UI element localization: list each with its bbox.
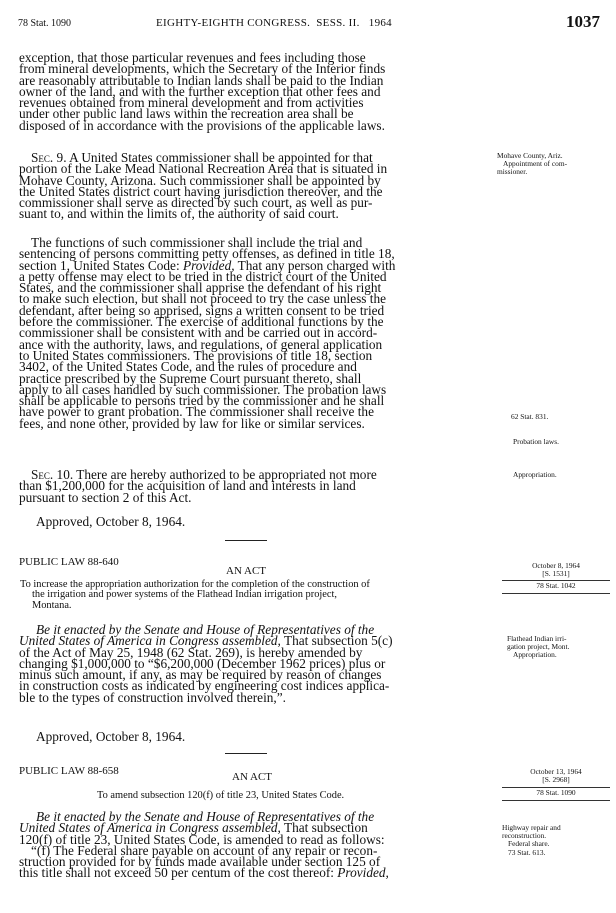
text-line: Sec. 10. There are hereby authorized to be appropriated not more xyxy=(31,467,377,482)
enacting-clause xyxy=(19,811,487,879)
section-10 xyxy=(19,469,487,503)
text-line: fees, and none other, provided by law for like or similar services. xyxy=(19,415,365,431)
text-line: defendant, after being so apprised, signs a written consent to be tried xyxy=(19,302,385,318)
section-divider xyxy=(225,753,267,754)
public-law-number: PUBLIC LAW 88-658 xyxy=(19,765,119,777)
page-header xyxy=(18,12,600,36)
text-line: to United States commissioners. The provisions of title 18, section xyxy=(19,347,373,363)
text-line: the United States district court having jurisdiction thereover, and the xyxy=(19,183,383,199)
text-line: ble to the types of construction involved therein,”. xyxy=(19,689,286,705)
text-line: States, and the commissioner shall apprise the defendant of his right xyxy=(19,280,382,296)
text-line: 3402, of the United States Code, and the rules of procedure and xyxy=(19,359,357,375)
text-line: this title shall not exceed 50 per centum of the cost thereof: Provided, xyxy=(19,865,389,881)
margin-law1-bill: [S. 1531] xyxy=(542,569,570,578)
text-line: section 1, United States Code: Provided, That any person charged with xyxy=(19,257,396,273)
stat-reference: 78 Stat. 1090 xyxy=(18,18,72,29)
section-label: Sec. 10. xyxy=(31,467,74,482)
text-line: United States of America in Congress assembled, That subsection xyxy=(19,820,368,836)
text-line: exception, that those particular revenues and fees including those xyxy=(19,50,366,65)
functions-paragraph xyxy=(19,237,487,429)
text-line: United States of America in Congress assembled, That subsection 5(c) xyxy=(19,633,393,649)
text-line: have power to grant probation. The commissioner shall receive the xyxy=(19,404,374,420)
margin-note-stat831: 62 Stat. 831. xyxy=(511,412,549,421)
text-line: practice prescribed by the Supreme Court pursuant thereto, shall xyxy=(19,370,362,386)
text-line: portion of the Lake Mead National Recreation Area that is situated in xyxy=(19,161,388,177)
text-line: Be it enacted by the Senate and House of Representatives of the xyxy=(36,809,375,824)
text-line: before the commissioner. The exercise of additional functions by the xyxy=(19,314,384,330)
continued-text xyxy=(19,52,487,131)
text-line: pursuant to section 2 of this Act. xyxy=(19,489,192,505)
text-line: revenues obtained from mineral development and from activities xyxy=(19,95,364,111)
text-line: Sec. 9. A United States commissioner shall be appointed for that xyxy=(31,150,373,165)
an-act-heading: AN ACT xyxy=(226,565,267,577)
text-line: are reasonably attributable to Indian lands shall be paid to the Indian xyxy=(19,72,384,88)
margin-note-highway: Highway repair and reconstruction. Federal share. 73 Stat. 613. xyxy=(502,823,561,857)
text-line: in construction costs as indicated by engineering cost indices applica- xyxy=(19,678,390,694)
text-line: than $1,200,000 for the acquisition of land and interests in land xyxy=(19,478,356,494)
text-line: 120(f) of title 23, United States Code, is amended to read as follows: xyxy=(19,831,385,847)
margin-law2-date: October 13, 1964 xyxy=(530,767,582,776)
text-line: a petty offense may elect to be tried in the district court of the United xyxy=(19,268,387,284)
text-line: commissioner shall be consistent with and be carried out in accord- xyxy=(19,325,378,341)
text-line: Be it enacted by the Senate and House of Representatives of the xyxy=(36,622,375,637)
margin-rule xyxy=(502,593,610,594)
text-line: The functions of such commissioner shall include the trial and xyxy=(31,235,363,250)
page-number: 1037 xyxy=(566,12,600,31)
approved-date: Approved, October 8, 1964. xyxy=(36,729,186,744)
text-line: from mineral developments, which the Secretary of the Interior finds xyxy=(19,61,386,77)
text-line: commissioner shall serve as directed by such court, as well as pur- xyxy=(19,195,373,211)
text-line: Mohave County, Arizona. Such commissioner shall be appointed by xyxy=(19,172,381,188)
act-purpose: To amend subsection 120(f) of title 23, United States Code. xyxy=(97,790,345,801)
text-line: struction provided for by funds made available under section 125 of xyxy=(19,854,381,870)
text-line: apply to all cases handled by such commissioner. The probation laws xyxy=(19,381,387,397)
section-9 xyxy=(19,152,487,220)
section-divider xyxy=(225,540,267,541)
text-line: suant to, and within the limits of, the authority of said court. xyxy=(19,206,339,222)
act-purpose: To increase the appropriation authorization for the completion of the construction of the irrigation and power systems of the Flathead Indian irrigation project, Montana. xyxy=(20,579,370,611)
text-line: ance with the authority, laws, and regulations, of general application xyxy=(19,336,383,352)
text-line: minus such amount, if any, as may be required by reason of changes xyxy=(19,667,382,683)
margin-note-probation: Probation laws. xyxy=(513,437,559,446)
margin-rule xyxy=(502,800,610,801)
text-line: disposed of in accordance with the provisions of the applicable laws. xyxy=(19,117,385,133)
text-line: sentencing of persons committing petty offenses, as defined in title 18, xyxy=(19,246,395,262)
margin-law1-date: October 8, 1964 xyxy=(532,561,580,570)
enacting-clause xyxy=(19,624,487,703)
margin-law2-bill: [S. 2968] xyxy=(542,775,570,784)
approved-date: Approved, October 8, 1964. xyxy=(36,514,186,529)
text-line: “(f) The Federal share payable on account of any repair or recon- xyxy=(31,842,378,858)
running-head: EIGHTY-EIGHTH CONGRESS. SESS. II. 1964 xyxy=(156,17,392,29)
margin-law1-stat: 78 Stat. 1042 xyxy=(536,581,576,590)
margin-note-flathead: Flathead Indian irri- gation project, Mont. Appropriation. xyxy=(507,634,570,660)
public-law-number: PUBLIC LAW 88-640 xyxy=(19,556,119,568)
an-act-heading: AN ACT xyxy=(232,771,273,783)
margin-law2-stat: 78 Stat. 1090 xyxy=(536,788,576,797)
text-line: under other public land laws within the recreation area shall be xyxy=(19,106,354,122)
text-line: changing $1,000,000 to “$6,200,000 (December 1962 prices) plus or xyxy=(19,655,386,671)
text-line: to make such election, but shall not proceed to try the case unless the xyxy=(19,291,387,307)
margin-note-appropriation: Appropriation. xyxy=(513,470,557,479)
text-line: of the Act of May 25, 1948 (62 Stat. 269), is hereby amended by xyxy=(19,644,363,660)
margin-note-mohave: Mohave County, Ariz. Appointment of com- missioner. xyxy=(497,151,568,177)
section-label: Sec. 9. xyxy=(31,150,67,165)
text-line: shall be applicable to persons tried by the commissioner and he shall xyxy=(19,393,385,409)
text-line: owner of the land, and with the further exception that other fees and xyxy=(19,83,381,99)
